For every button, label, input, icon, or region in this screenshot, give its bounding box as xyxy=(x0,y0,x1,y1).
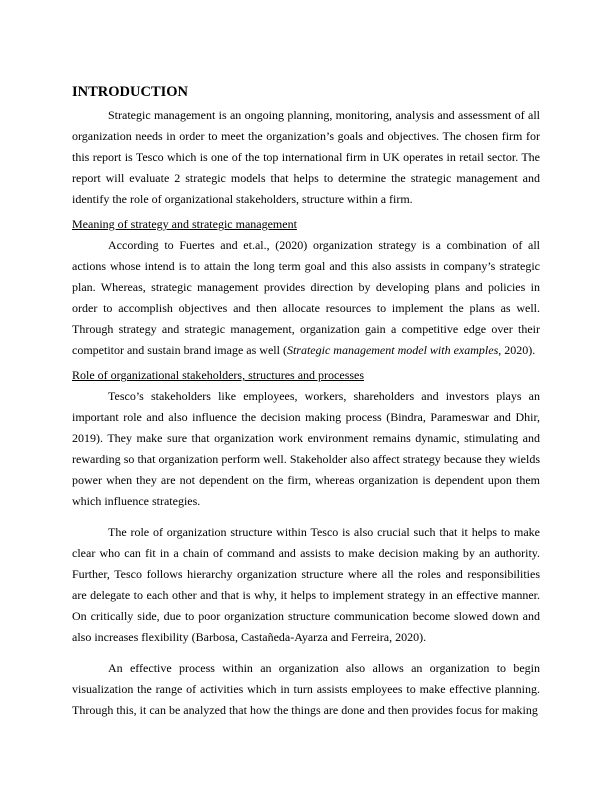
section-title-strategy: Meaning of strategy and strategic management xyxy=(72,217,297,231)
strategy-paragraph xyxy=(72,235,540,361)
introduction-heading: INTRODUCTION xyxy=(72,84,189,100)
intro-paragraph: Strategic management is an ongoing planning, monitoring, analysis and assessment of all organization needs in order to meet the organization’s goals and objectives. The chosen firm for this report is Tesco which is one of the top international firm in UK operates in retail sector. The report will evaluate 2 strategic models that helps to determine the strategic management and identify the role of organizational stakeholders, structure within a firm. xyxy=(72,108,540,206)
structure-paragraph: The role of organization structure within Tesco is also crucial such that it helps to make clear who can fit in a chain of command and assists to make decision making by an authority. Further, Tesco follows hierarchy organization structure where all the roles and responsibilities are delegate to each other and that is why, it helps to implement strategy in an effective manner. On critically side, due to poor organization structure communication become slowed down and also increases flexibility (Barbosa, Castañeda-Ayarza and Ferreira, 2020). xyxy=(72,525,540,644)
citation-year: , 2020). xyxy=(498,343,536,357)
citation-italic: Strategic management model with examples xyxy=(286,343,499,357)
section-title-stakeholders: Role of organizational stakeholders, structures and processes xyxy=(72,368,365,382)
stakeholders-paragraph: Tesco’s stakeholders like employees, workers, shareholders and investors plays an important role and also influence the decision making process (Bindra, Parameswar and Dhir, 2019). They make sure that organization work environment remains dynamic, stimulating and rewarding so that organization perform well. Stakeholder also affect strategy because they wields power when they are not dependent on the firm, whereas organization is dependent upon them which influence strategies. xyxy=(72,389,540,508)
document-page xyxy=(72,84,540,721)
process-paragraph: An effective process within an organization also allows an organization to begin visualization the range of activities which in turn assists employees to make effective planning. Through this, it can be analyzed that how the things are done and then provides focus for making xyxy=(72,661,540,717)
strategy-paragraph-text: According to Fuertes and et.al., (2020) organization strategy is a combination of all actions whose intend is to attain the long term goal and this also assists in company’s strategic plan. Whereas, strategic management provides direction by developing plans and policies in order to accomplish objectives and then allocate resources to implement the plans as well. Through strategy and strategic management, organization gain a competitive edge over their competitor and sustain brand image as well ( xyxy=(72,238,540,357)
